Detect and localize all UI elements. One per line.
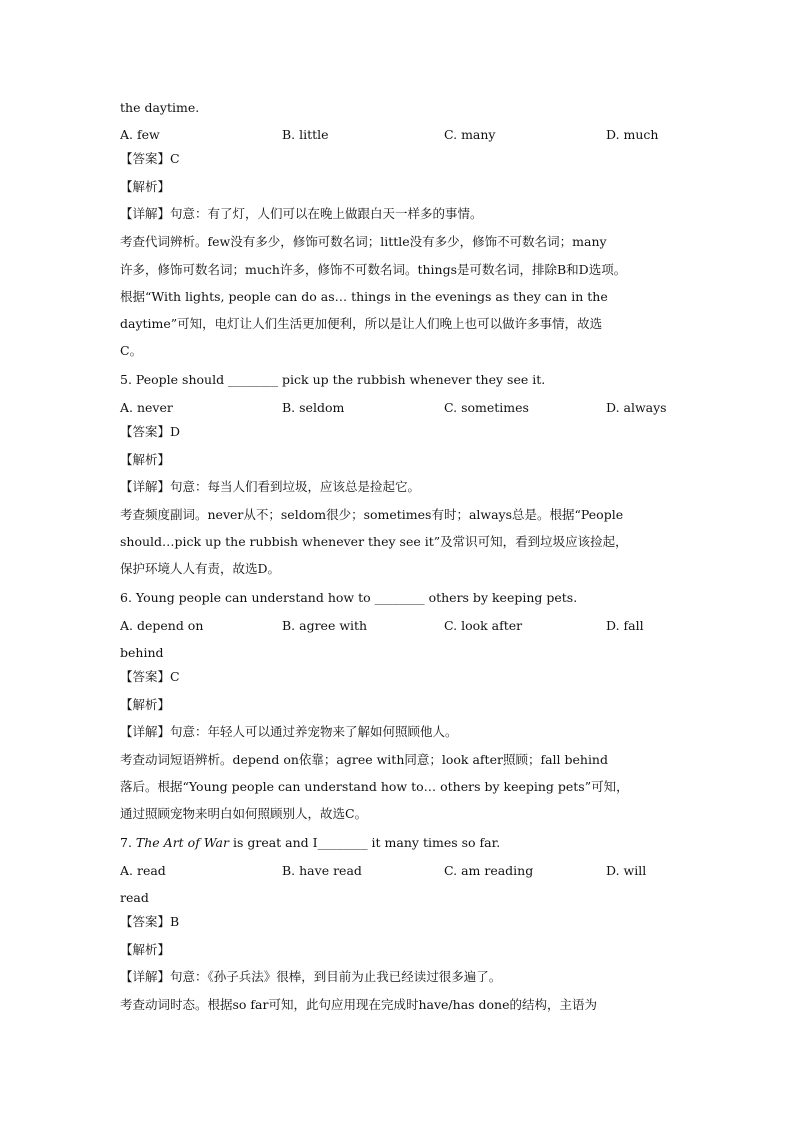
q5-exp-3: 保护环境人人有责，故选D。 — [120, 561, 281, 576]
answer-label: 【答案】 — [120, 914, 171, 929]
q4-exp-4: daytime”可知，电灯让人们生活更加便利，所以是让人们晚上也可以做许多事情，故选 — [120, 316, 603, 331]
q4-exp-5: C。 — [120, 343, 143, 358]
q7-analysis-label: 【解析】 — [120, 942, 171, 957]
detail-text: 句意：年轻人可以通过养宠物来了解如何照顾他人。 — [170, 724, 458, 739]
q7-option-a: A. read — [120, 863, 166, 878]
answer-value: B — [170, 914, 180, 929]
detail-text: 句意：每当人们看到垃圾，应该总是捡起它。 — [170, 479, 421, 494]
q4-detail — [120, 206, 483, 222]
q7-detail — [120, 969, 501, 985]
answer-value: D — [170, 424, 181, 439]
detail-label: 【详解】 — [120, 969, 171, 984]
book-title: The Art of War — [135, 835, 229, 850]
q4-answer — [120, 151, 180, 167]
q5-exp-2: should…pick up the rubbish whenever they see it”及常识可知，看到垃圾应该捡起， — [120, 534, 628, 549]
detail-text: 句意：有了灯，人们可以在晚上做跟白天一样多的事情。 — [170, 206, 483, 221]
q6-option-b: B. agree with — [282, 618, 368, 633]
answer-label: 【答案】 — [120, 669, 171, 684]
detail-label: 【详解】 — [120, 206, 171, 221]
answer-value: C — [170, 669, 180, 684]
q4-option-d: D. much — [606, 127, 659, 142]
q7-option-c: C. am reading — [444, 863, 534, 878]
q6-option-c: C. look after — [444, 618, 523, 633]
q7-option-d: D. will — [606, 863, 647, 878]
answer-label: 【答案】 — [120, 151, 171, 166]
q4-option-a: A. few — [120, 127, 160, 142]
q4-option-c: C. many — [444, 127, 496, 142]
q7-answer — [120, 914, 179, 930]
q4-exp-1: 考查代词辨析。few没有多少，修饰可数名词；little没有多少，修饰不可数名词；many — [120, 234, 607, 249]
q7-option-wrap: read — [120, 890, 149, 905]
q6-answer — [120, 669, 180, 685]
answer-value: C — [170, 151, 180, 166]
q5-option-d: D. always — [606, 400, 667, 415]
q6-detail — [120, 724, 458, 740]
q7-exp-1: 考查动词时态。根据so far可知，此句应用现在完成时have/has done的结构，主语为 — [120, 997, 598, 1012]
q4-stem-tail: the daytime. — [120, 100, 200, 115]
q7-option-b: B. have read — [282, 863, 362, 878]
q5-option-b: B. seldom — [282, 400, 345, 415]
stem-text: is great and I________ it many times so far. — [228, 835, 501, 850]
q6-exp-3: 通过照顾宠物来明白如何照顾别人，故选C。 — [120, 806, 368, 821]
q5-option-c: C. sometimes — [444, 400, 529, 415]
answer-label: 【答案】 — [120, 424, 171, 439]
question-number: 7. — [120, 835, 136, 850]
q4-option-b: B. little — [282, 127, 329, 142]
q6-exp-2: 落后。根据“Young people can understand how to… others by keeping pets”可知， — [120, 779, 629, 794]
q5-detail — [120, 479, 420, 495]
q5-option-a: A. never — [120, 400, 173, 415]
q4-exp-2: 许多，修饰可数名词；much许多，修饰不可数名词。things是可数名词，排除B和D选项。 — [120, 262, 627, 277]
detail-label: 【详解】 — [120, 724, 171, 739]
q6-option-a: A. depend on — [120, 618, 204, 633]
q6-exp-1: 考查动词短语辨析。depend on依靠；agree with同意；look after照顾；fall behind — [120, 752, 608, 767]
q6-option-wrap: behind — [120, 645, 164, 660]
q5-stem: 5. People should ________ pick up the rubbish whenever they see it. — [120, 372, 546, 387]
detail-text: 句意：《孙子兵法》很棒，到目前为止我已经读过很多遍了。 — [170, 969, 502, 984]
detail-label: 【详解】 — [120, 479, 171, 494]
q6-stem: 6. Young people can understand how to ________ others by keeping pets. — [120, 590, 578, 605]
q4-exp-3: 根据“With lights, people can do as… things in the evenings as they can in the — [120, 289, 608, 304]
q7-stem — [120, 835, 500, 851]
q6-option-d: D. fall — [606, 618, 644, 633]
q4-analysis-label: 【解析】 — [120, 179, 171, 194]
q5-exp-1: 考查频度副词。never从不；seldom很少；sometimes有时；always总是。根据“People — [120, 507, 624, 522]
q5-analysis-label: 【解析】 — [120, 452, 171, 467]
q6-analysis-label: 【解析】 — [120, 697, 171, 712]
q5-answer — [120, 424, 180, 440]
